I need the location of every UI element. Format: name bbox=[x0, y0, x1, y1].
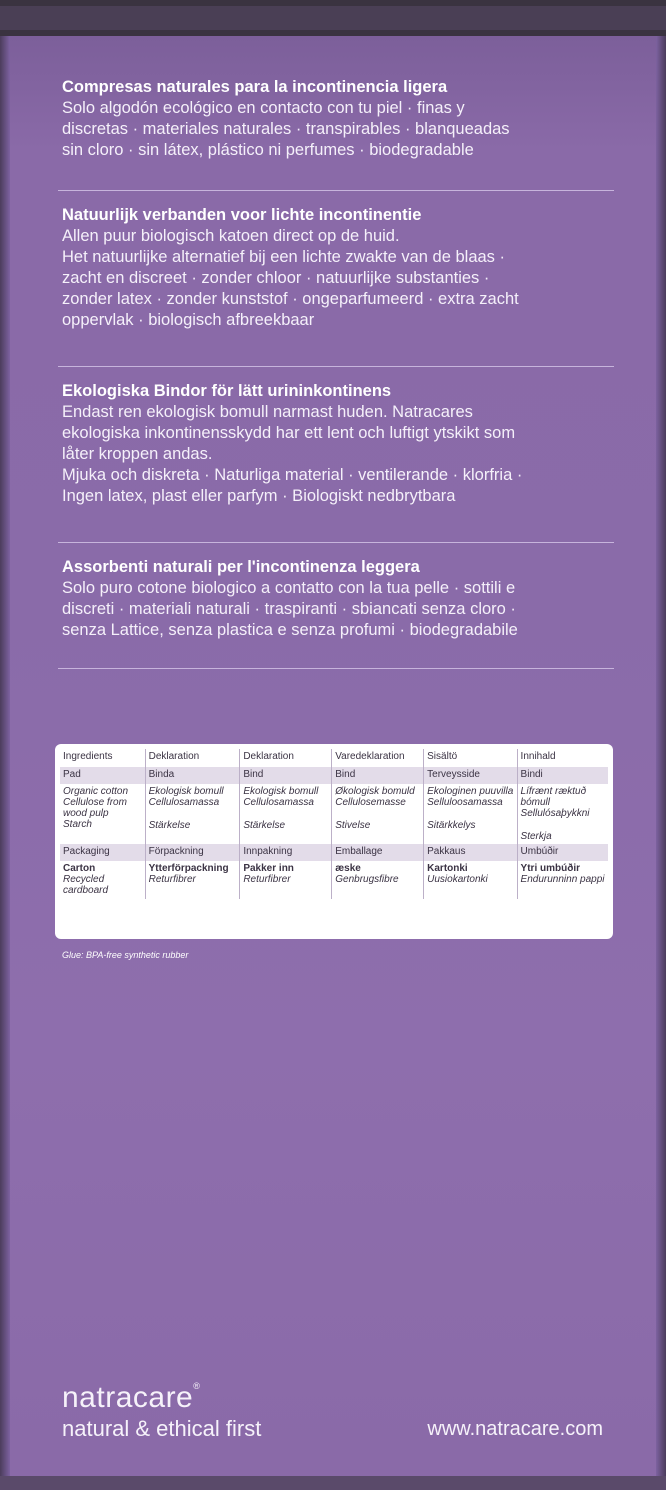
table-row-pad-items bbox=[60, 784, 608, 844]
table-row-pad bbox=[60, 767, 608, 784]
section-line: senza Lattice, senza plastica e senza profumi · biodegradabile bbox=[62, 621, 518, 639]
divider bbox=[58, 668, 614, 669]
section-line: Mjuka och diskreta · Naturliga material · ventilerande · klorfria · bbox=[62, 466, 523, 484]
table-row-packaging-items bbox=[60, 861, 608, 899]
section-title: Assorbenti naturali per l'incontinenza leggera bbox=[62, 558, 420, 576]
table-cell: Umbúðir bbox=[517, 844, 608, 861]
section-line: Allen puur biologisch katoen direct op de huid. bbox=[62, 227, 400, 245]
section-line: Ingen latex, plast eller parfym · Biologiskt nedbrytbara bbox=[62, 487, 456, 505]
table-header-cell: Sisältö bbox=[424, 749, 517, 767]
section-line: oppervlak · biologisch afbreekbaar bbox=[62, 311, 315, 329]
section-line: discreti · materiali naturali · traspiranti · sbiancati senza cloro · bbox=[62, 600, 516, 618]
section-line: Solo puro cotone biologico a contatto con la tua pelle · sottili e bbox=[62, 579, 516, 597]
table-cell: Carton Recycled cardboard bbox=[63, 863, 109, 896]
section-line: Het natuurlijke alternatief bij een lichte zwakte van de blaas · bbox=[62, 248, 505, 266]
trademark-symbol: ® bbox=[193, 1381, 201, 1391]
section-line: zonder latex · zonder kunststof · ongeparfumeerd · extra zacht bbox=[62, 290, 519, 308]
ingredients-table bbox=[55, 744, 613, 939]
section-line: ekologiska inkontinensskydd har ett lent och luftigt ytskikt som bbox=[62, 424, 516, 442]
table-header-cell: Innihald bbox=[517, 749, 608, 767]
website-url: www.natracare.com bbox=[427, 1418, 603, 1440]
table-header-row bbox=[60, 749, 608, 767]
section-line: discretas · materiales naturales · transpirables · blanqueadas bbox=[62, 120, 510, 138]
table-cell: Förpackning bbox=[145, 844, 240, 861]
table-header-cell: Varedeklaration bbox=[332, 749, 424, 767]
table-cell: Ekologinen puuvilla Selluloosamassa Sitärkkelys bbox=[424, 784, 517, 844]
table-cell: Innpakning bbox=[240, 844, 332, 861]
section-line: zacht en discreet · zonder chloor · natuurlijke substanties · bbox=[62, 269, 490, 287]
table-cell: Binda bbox=[145, 767, 240, 784]
table-cell: Kartonki Uusiokartonki bbox=[424, 861, 517, 899]
table-cell: æske Genbrugsfibre bbox=[332, 861, 424, 899]
table-cell: Bind bbox=[240, 767, 332, 784]
brand-tagline: natural & ethical first bbox=[62, 1416, 262, 1441]
section-line: Endast ren ekologisk bomull narmast huden. Natracares bbox=[62, 403, 473, 421]
table-cell: Bind bbox=[332, 767, 424, 784]
table-cell: Packaging bbox=[60, 844, 145, 861]
table-cell: Ytri umbúðir Endurunninn pappi bbox=[517, 861, 608, 899]
table-cell: Ytterförpackning Returfibrer bbox=[145, 861, 240, 899]
table-cell: Bindi bbox=[517, 767, 608, 784]
section-title: Compresas naturales para la incontinencia ligera bbox=[62, 78, 448, 96]
table-header-cell: Ingredients bbox=[63, 751, 113, 762]
glue-note: Glue: BPA-free synthetic rubber bbox=[62, 950, 189, 960]
section-title: Natuurlijk verbanden voor lichte incontinentie bbox=[62, 206, 422, 224]
table-cell: Pakkaus bbox=[424, 844, 517, 861]
section-line: sin cloro · sin látex, plástico ni perfumes · biodegradable bbox=[62, 141, 474, 159]
table-cell: Økologisk bomuld Cellulosemasse Stivelse bbox=[332, 784, 424, 844]
table-cell: Ekologisk bomull Cellulosamassa Stärkelse bbox=[145, 784, 240, 844]
divider bbox=[58, 542, 614, 543]
divider bbox=[58, 366, 614, 367]
section-swedish bbox=[62, 380, 612, 507]
section-spanish bbox=[62, 76, 612, 161]
table-cell: Lífrænt ræktuð bómull Sellulósaþykkni Sterkja bbox=[517, 784, 608, 844]
table-cell: Pakker inn Returfibrer bbox=[240, 861, 332, 899]
box-bottom-edge bbox=[0, 1476, 666, 1500]
table-header-cell: Deklaration bbox=[240, 749, 332, 767]
section-title: Ekologiska Bindor för lätt urininkontinens bbox=[62, 382, 392, 400]
section-line: Solo algodón ecológico en contacto con tu piel · finas y bbox=[62, 99, 465, 117]
section-line: låter kroppen andas. bbox=[62, 445, 213, 463]
table-cell: Ekologisk bomull Cellulosamassa Stärkelse bbox=[240, 784, 332, 844]
table-cell: Pad bbox=[60, 767, 145, 784]
section-italian bbox=[62, 556, 612, 641]
table-row-packaging bbox=[60, 844, 608, 861]
table-header-cell: Deklaration bbox=[145, 749, 240, 767]
divider bbox=[58, 190, 614, 191]
natracare-logo: natracare® bbox=[62, 1381, 201, 1414]
table-cell: Emballage bbox=[332, 844, 424, 861]
section-dutch bbox=[62, 204, 612, 331]
table-cell: Organic cotton Cellulose from wood pulp Starch bbox=[63, 786, 129, 830]
table-cell: Terveysside bbox=[424, 767, 517, 784]
box-top-edge bbox=[0, 0, 666, 36]
